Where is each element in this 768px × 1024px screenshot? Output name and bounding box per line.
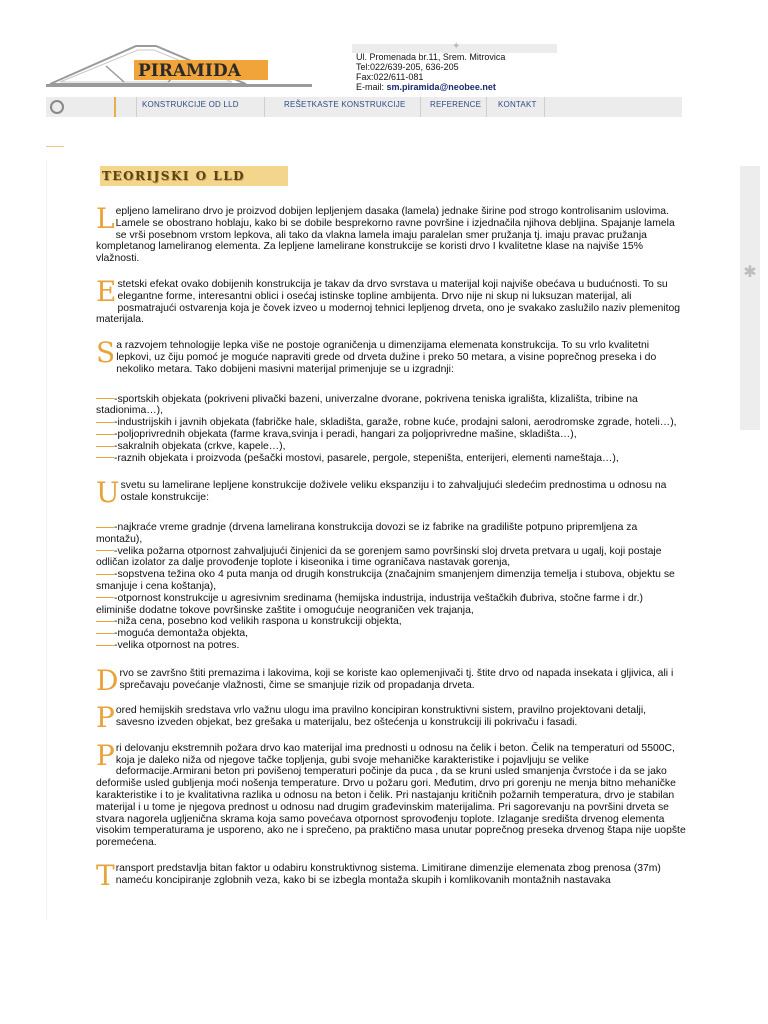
- address-street: Ul. Promenada br.11, Srem. Mitrovica: [356, 52, 506, 62]
- usage-list: [96, 394, 686, 465]
- paragraph: [96, 476, 686, 510]
- bullet-line: [96, 645, 114, 646]
- bullet-line: [96, 434, 114, 435]
- bullet-line: [96, 398, 114, 399]
- puzzle-icon: ✱: [743, 264, 757, 281]
- nav-divider: [264, 97, 265, 117]
- nav-item-konstrukcije-od-lld[interactable]: KONSTRUKCIJE OD LLD: [142, 100, 239, 109]
- list-item: [96, 522, 686, 546]
- article-body: [96, 202, 686, 901]
- paragraph-text: epljeno lamelirano drvo je proizvod dobijen lepljenjem dasaka (lamela) jednake širine pod strogo kontrolisanim uslovima. Lamele se obostrano hoblaju, kako bi se dobile besprekorno ravne površine i izjednačila njihova debljina. Spajanje lamela se vrši posebnom vrstom lepkova, ali tako da vlakna lamela imaju paralelan smer pružanja tj. imaju pravac pružanja kompletanog lameliranog elementa. Za lepljene lamelirane konstrukcije se koristi drvo I kvalitetne klase na najviše 15% vlažnosti.: [96, 206, 675, 265]
- list-item: [96, 453, 686, 465]
- list-item: [96, 616, 686, 628]
- paragraph-text: svetu su lamelirane lepljene konstrukcije doživele veliku ekspanziju i to zahvaljujući sledećim prednostima u odnosu na ostale konstrukcije:: [120, 480, 667, 504]
- drop-cap: D: [96, 663, 119, 697]
- nav-divider: [486, 97, 487, 117]
- list-item-text: -otpornost konstrukcije u agresivnim sredinama (hemijska industrija, industrija veštačkih đubriva, stočne farme i dr.) eliminiše dodatne tokove površinske zaštite i omogućuje neograničen vek trajanja,: [96, 592, 643, 616]
- list-item: [96, 593, 686, 617]
- list-item-text: -industrijskih i javnih objekata (fabričke hale, skladišta, garaže, robne kuće, prodajni saloni, aerodromske zgrade, hoteli…),: [114, 417, 677, 429]
- list-item: [96, 569, 686, 593]
- star-icon: ✦: [452, 41, 461, 52]
- bullet-line: [96, 597, 114, 598]
- contact-address: [356, 52, 505, 92]
- paragraph: [96, 738, 686, 849]
- logo-text: PIRAMIDA: [138, 61, 241, 81]
- bullet-line: [96, 574, 114, 575]
- spacer: [96, 510, 686, 522]
- site-header: [0, 0, 768, 120]
- list-item-text: -velika otpornost na potres.: [114, 639, 240, 651]
- paragraph-text: ransport predstavlja bitan faktor u odabiru konstruktivnog sistema. Limitirane dimenzije elemenata zbog prenosa (37m) nameću koncipiranje zglobnih veza, kako bi se izbegla montaža skupih i komlikovanih montažnih nastavaka: [115, 863, 661, 886]
- list-item-text: -najkraće vreme gradnje (drvena lamelirana konstrukcija dovozi se iz fabrike na gradilište potpuno pripremljena za montažu),: [96, 521, 638, 545]
- email-link[interactable]: sm.piramida@neobee.net: [386, 82, 496, 92]
- paragraph: [96, 663, 686, 697]
- list-item-text: -sopstvena težina oko 4 puta manja od drugih konstrukcija (značajnim smanjenjem dimenzija temelja i stubova, objektu se smanjuje i cena koštanja),: [96, 569, 675, 592]
- paragraph: [96, 274, 686, 326]
- list-item: [96, 640, 686, 652]
- drop-cap: U: [96, 476, 120, 510]
- drop-cap: E: [96, 274, 117, 308]
- list-item: [96, 546, 686, 570]
- bullet-line: [96, 422, 114, 423]
- piramida-logo[interactable]: [46, 42, 316, 98]
- drop-cap: P: [96, 738, 115, 772]
- drop-cap: L: [96, 202, 115, 235]
- advantages-list: [96, 522, 686, 652]
- right-side-strip: [740, 166, 760, 430]
- bullet-line: [96, 446, 114, 447]
- left-accent-mark: [46, 146, 64, 147]
- list-item-text: -velika požarna otpornost zahvaljujući činjenici da se gorenjem samo površinski sloj drveta pretvara u ugalj, koji postaje odličan izolator za dalje provođenje toplote i kiseonika i time ograničava nastavak gorenja,: [96, 545, 662, 569]
- paragraph-text: stetski efekat ovako dobijenih konstrukcija je takav da drvo svrstava u materijal koji najviše obećava u budućnosti. To su elegantne forme, interesantni oblici i osećaj istinske topline ambijenta. Drvo nije ni skup ni luksuzan materijal, ali posmatrajući ostvarenja koja je čovek izveo u modernoj tehnici lepljenog drveta, ono je svakako zaslužilo naziv plemenitog materijala.: [96, 278, 681, 326]
- left-guide-line: [46, 160, 47, 920]
- list-item-text: -niža cena, posebno kod velikih raspona u konstrukciji objekta,: [114, 616, 402, 628]
- paragraph-text: rvo se završno štiti premazima i lakovima, koji se koriste kao oplemenjivači tj. štite drvo od napada insekata i gljivica, ali i sprečavaju povećanje vlažnosti, čime se smanjuje rizik od propadanja drveta.: [119, 667, 674, 691]
- drop-cap: T: [96, 859, 115, 893]
- list-item-text: -sportskih objekata (pokriveni plivački bazeni, univerzalne dvorane, pokrivena teniska igrališta, klizališta, tribine na stadionima…),: [96, 393, 638, 417]
- address-tel: Tel:022/639-205, 636-205: [356, 62, 459, 72]
- list-item-text: -poljoprivrednih objekata (farme krava,svinja i peradi, hangari za poljoprivredne mašine, skladišta…),: [114, 428, 577, 440]
- nav-item-kontakt[interactable]: KONTAKT: [498, 100, 537, 109]
- spacer: [96, 382, 686, 394]
- list-item: [96, 394, 686, 418]
- page-title: TEORIJSKI O LLD: [100, 166, 288, 186]
- list-item-text: -moguća demontaža objekta,: [114, 628, 249, 640]
- bullet-line: [96, 527, 114, 528]
- main-nav: [46, 97, 682, 117]
- list-item: [96, 628, 686, 640]
- bullet-line: [96, 633, 114, 634]
- nav-accent: [114, 97, 116, 117]
- drop-cap: P: [96, 701, 115, 735]
- paragraph: [96, 202, 686, 265]
- paragraph: [96, 701, 686, 735]
- list-item: [96, 429, 686, 441]
- nav-divider: [420, 97, 421, 117]
- paragraph-text: ored hemijskih sredstava vrlo važnu ulogu ima pravilno koncipiran konstruktivni sistem, pravilno projektovani detalji, savesno izveden objekat, bez grešaka u materijalu, bez oštećenja u konstrukciji ili pokrivaču i fasadi.: [115, 705, 647, 729]
- nav-item-resetkaste-konstrukcije[interactable]: REŠETKASTE KONSTRUKCIJE: [284, 100, 406, 109]
- bullet-line: [96, 457, 114, 458]
- nav-item-reference[interactable]: REFERENCE: [430, 100, 482, 109]
- paragraph: [96, 859, 686, 893]
- list-item: [96, 441, 686, 453]
- circle-icon: [50, 100, 64, 114]
- nav-divider: [544, 97, 545, 117]
- list-item-text: -raznih objekata i proizvoda (pešački mostovi, pasarele, pergole, stepeništa, enterijeri, elementi nameštaja…),: [114, 452, 619, 464]
- address-fax: Fax:022/611-081: [356, 72, 424, 82]
- bullet-line: [96, 550, 114, 551]
- paragraph: [96, 336, 686, 375]
- drop-cap: S: [96, 336, 116, 370]
- nav-divider: [136, 97, 137, 117]
- address-email-line: [356, 82, 505, 92]
- list-item: [96, 417, 686, 429]
- paragraph-text: a razvojem tehnologije lepka više ne postoje ograničenja u dimenzijama elemenata konstrukcija. To su vrlo kvalitetni lepkovi, uz čiju pomoć je moguće napraviti grede od drveta dužine i preko 50 metara, a visine poprečnog preseka i do nekoliko metara. Tako dobijeni masivni materijal primenjuje se u izgradnji:: [116, 340, 657, 375]
- bullet-line: [96, 621, 114, 622]
- list-item-text: -sakralnih objekata (crkve, kapele…),: [114, 440, 286, 452]
- email-label: E-mail:: [356, 82, 387, 92]
- paragraph-text: ri delovanju ekstremnih požara drvo kao materijal ima prednosti u odnosu na čelik i beton. Čelik na temperaturi od 5500C, koja je daleko niža od njegove tačke topljenja, gubi svoje mehaničke karakteristike i pojavljuju se velike deformacije.Armirani beton pri povišenoj temperaturi počinje da puca , da se kruni usled smanjenja čvrstoće i da se jako deformiše usled gubljenja moći nošenja temperature. Drvo u požaru gori. Međutim, drvo pri gorenju ne menja bitno mehaničke karakteristike i to je kvalitativna razlika u odnosu na beton i čelik. Pri nastajanju kritičnih požarnih temperatura, drvo je stabilan materijal i u tome je njegova prednost u odnosu nad drugim građevinskim materijalima. Pri sagorevanju na površini drveta se stvara nagorela ugljenična skrama koja samo povećava otpornost sprovođenju toplote. Izlaganje središta drvenog elementa visokim temperaturama je usporeno, ako ne i sprečeno, pa praktično masa unutar poprečnog preseka drvenog štapa nije uopšte poremećena.: [96, 742, 686, 849]
